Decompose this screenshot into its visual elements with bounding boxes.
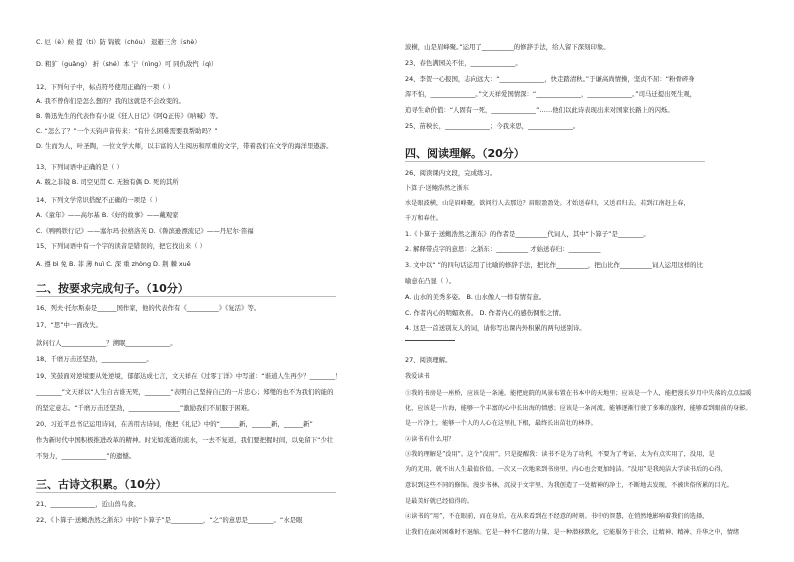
right-line: 追寻生命价值：“人固有一死，______________”……他们以此诗表现出来对国家长路上的闪烁。 (405, 106, 674, 114)
right-line: 千万和春住。 (405, 215, 443, 222)
left-line: D. 生而为人，叶圣陶，一位文学大师，以丰富的人生阅历和厚重的文字，带着我们在文学的海洋里遨游。 (36, 142, 333, 150)
left-line: A. 遵 bì 免 B. 菲 薄 huì C. 深 重 zhòng D. 荆 棘 xuē (36, 260, 191, 268)
right-line: 波横，山是眉峰聚。”运用了__________的修辞手法，给人留下深刻印象。 (405, 43, 610, 51)
right-line: 23、春色满园关不住，______________。 (405, 59, 522, 67)
left-line: 作为新时代中国积极推进改革的精神。时光如流逝的流水，一去不复返，我们要把握时间，以免留下“少壮 (36, 436, 334, 444)
right-line: 25、苗秧长，______________；今我来思，______________。 (405, 122, 580, 130)
left-line: 22、《卜算子·送鲍浩然之浙东》中的“卜算子”是__________，“之”的意思是________。“水是眼 (36, 516, 303, 524)
right-line: 卜算子·送鲍浩然之浙东 (405, 185, 469, 192)
left-line: 21、______________，近山兽鸟食。 (36, 500, 140, 508)
right-line: 2. 解释带点字的意思：之浙东：__________ 才始送春归：__________ (405, 245, 601, 253)
left-line: 18、千磨万击还坚劲，______________。 (36, 355, 153, 363)
left-line: 14、下列文学常识搭配不正确的一项是（ ） (36, 196, 162, 204)
left-line: 13、下列词语中正确的是（ ） (36, 163, 123, 171)
left-line: 15、下列词语中有一个字的读音是错误的，把它找出来（ ） (36, 242, 206, 250)
right-line: 4. 这是一首送别友人的词，请你写出课内外积累的两句送别诗。 (405, 324, 586, 332)
right-line: 我爱读书 (405, 373, 430, 380)
right-line: 让我们在面对困难时不退缩。它是一种不仁慈的力量，是一种潜移默化，它能服务于社会，让精神、精神、升华之中，情绪 (405, 529, 740, 536)
left-line: B. 鲁迅先生的代表作有小说《狂人日记》《阿Q正传》《呐喊》等。 (36, 112, 223, 120)
right-line: 化，应该是一片海，能够一个丰富的心中长出海的情感；应该是一条河流，能够逐渐行驶了多难的旅程，能够看到眼前的身影。 (405, 405, 752, 412)
left-line: D. 粗犷（guǎng） 折（shé）本 宁（nìng）可 同仇敌忾（qì） (36, 60, 218, 68)
right-line: ②读书有什么用？ (405, 436, 455, 443)
section-divider (405, 161, 705, 162)
right-line: 3. 文中以“ ”的四句话运用了比喻的修辞手法，把比作__________，把山比作__________词人运用这样的比 (405, 261, 703, 269)
left-line: 12、下列句子中，标点符号使用正确的一项（ ） (36, 83, 174, 91)
left-line: 款问行人______________？溯眠______________。 (36, 339, 177, 347)
right-line: 27、阅读理解。 (405, 356, 452, 364)
left-line: 20、习近平总书记运用诗词，在善用古诗词，他把《礼记》中的“______新，______新，______新” (36, 420, 313, 428)
left-line: C. 厄（è）候 提（ti）防 锦簇（chóu） 退避三舍（shè） (36, 38, 201, 46)
right-line: A. 山水的美秀多姿。 B. 山水像人一样有情有意。 (405, 293, 546, 301)
right-line: C. 作者内心的明媚欢喜。 D. 作者内心的感伤惆怅之情。 (405, 309, 566, 317)
left-line: 的坚定意志。“千磨万击还坚劲，________________”激励我们不屈服于困难。 (36, 404, 254, 412)
left-line: 17、“思”中一面改失。 (36, 321, 102, 329)
right-line: ①我的书房是一座桥，应该是一条通，能把庭院的风景布置在书本中的天地里；应该是一个人，能把漫长岁月中失落的点点温暖 (405, 390, 752, 397)
section-divider (36, 492, 336, 493)
right-line: 水是眼波横，山是眉峰聚。欲问行人去那边？眉眼盈盈处。才始送春归，又送君归去。若到江南赶上春， (405, 200, 690, 207)
left-line: A. 兢之非镜 B. 司空见贯 C. 无独有偶 D. 死的其所 (36, 178, 179, 186)
left-line: 不努力，______________”的遗憾。 (36, 452, 136, 460)
section-heading: 四、阅读理解。（20分） (405, 147, 525, 160)
right-line: 是一片净土，能够一个人的人心在这里扎下根，最终长出苗壮的林莽。 (405, 420, 597, 427)
right-line: ④读书的“用”，不在眼前，而在身后，在从来看到在不经意的时刻。书中的智慧，在悄然地影响着我们的选择， (405, 513, 709, 520)
right-line: ③我的理解是“没用”。这个“没用”，只是提醒我：读书不是为了功利，不要为了考证，太为有点实用了，没用，是 (405, 451, 715, 458)
section-heading: 三、古诗文积累。（10分） (36, 478, 167, 491)
right-line: 1.《卜算子·送鲍浩然之浙东》的作者是__________代词人，其中“卜算子”是________。 (405, 230, 650, 238)
left-line: 16、列夫·托尔斯泰是______国作家，他的代表作有《__________》《复活》等。 (36, 304, 261, 312)
left-line: C. “怎么了？”一个天钧声音传来：“有什么困难需要我帮助吗？” (36, 127, 218, 135)
right-line: 为的无用，就不出人生最值价值。一次又一次地来到书房里，内心也会更加纯洁。“没用”是我纯洁大学读书后的心得， (405, 466, 727, 473)
left-line: A. 我不曾你们是怎么想的？我的这就是不会改变的。 (36, 97, 185, 105)
right-line: 24、李贺一心报国，志向远大：“______________，快走踏清秋。”于谦高尚情操，坚贞不屈：“粉骨碎身 (405, 75, 695, 83)
right-line: 意识到这些不同的修饰。漫步书林，沉浸于文字里，为我创造了一处精神的净土，不断地去发现，不被世俗所累的目光。 (405, 482, 733, 489)
left-line: C.《鸭鸭铁行记》——塞尔玛·拉格洛芙 D.《鲁滨逊漂流记》——丹尼尔·笛福 (36, 227, 254, 235)
right-line: 26、阅读课内文段，完成练习。 (405, 169, 497, 177)
section-heading: 二、按要求完成句子。（10分） (36, 282, 189, 295)
right-line: 浑不怕，______________。”文天祥爱国情深：“______________，______________。”司马迁提出死生观， (405, 90, 697, 98)
section-divider (36, 296, 336, 297)
answer-blank (405, 340, 455, 341)
left-line: A.《童年》——高尔基 B.《好的故事》——戴观家 (36, 211, 179, 219)
left-line: ________”文天祥以“人生自古谁无死，________”表明自己坚持自己的一片忠心；郑燮的也不为我们的能的 (36, 388, 334, 396)
right-line: 喻意在凸显（ ）。 (405, 277, 455, 285)
left-line: 19、笑鼓面对逆境要从处逆境，郁郁达成七言，文天祥在《过零丁洋》中写道：“谁道人生再少？________！ (36, 372, 342, 380)
right-line: 是最美好就已经值得的。 (405, 498, 474, 505)
